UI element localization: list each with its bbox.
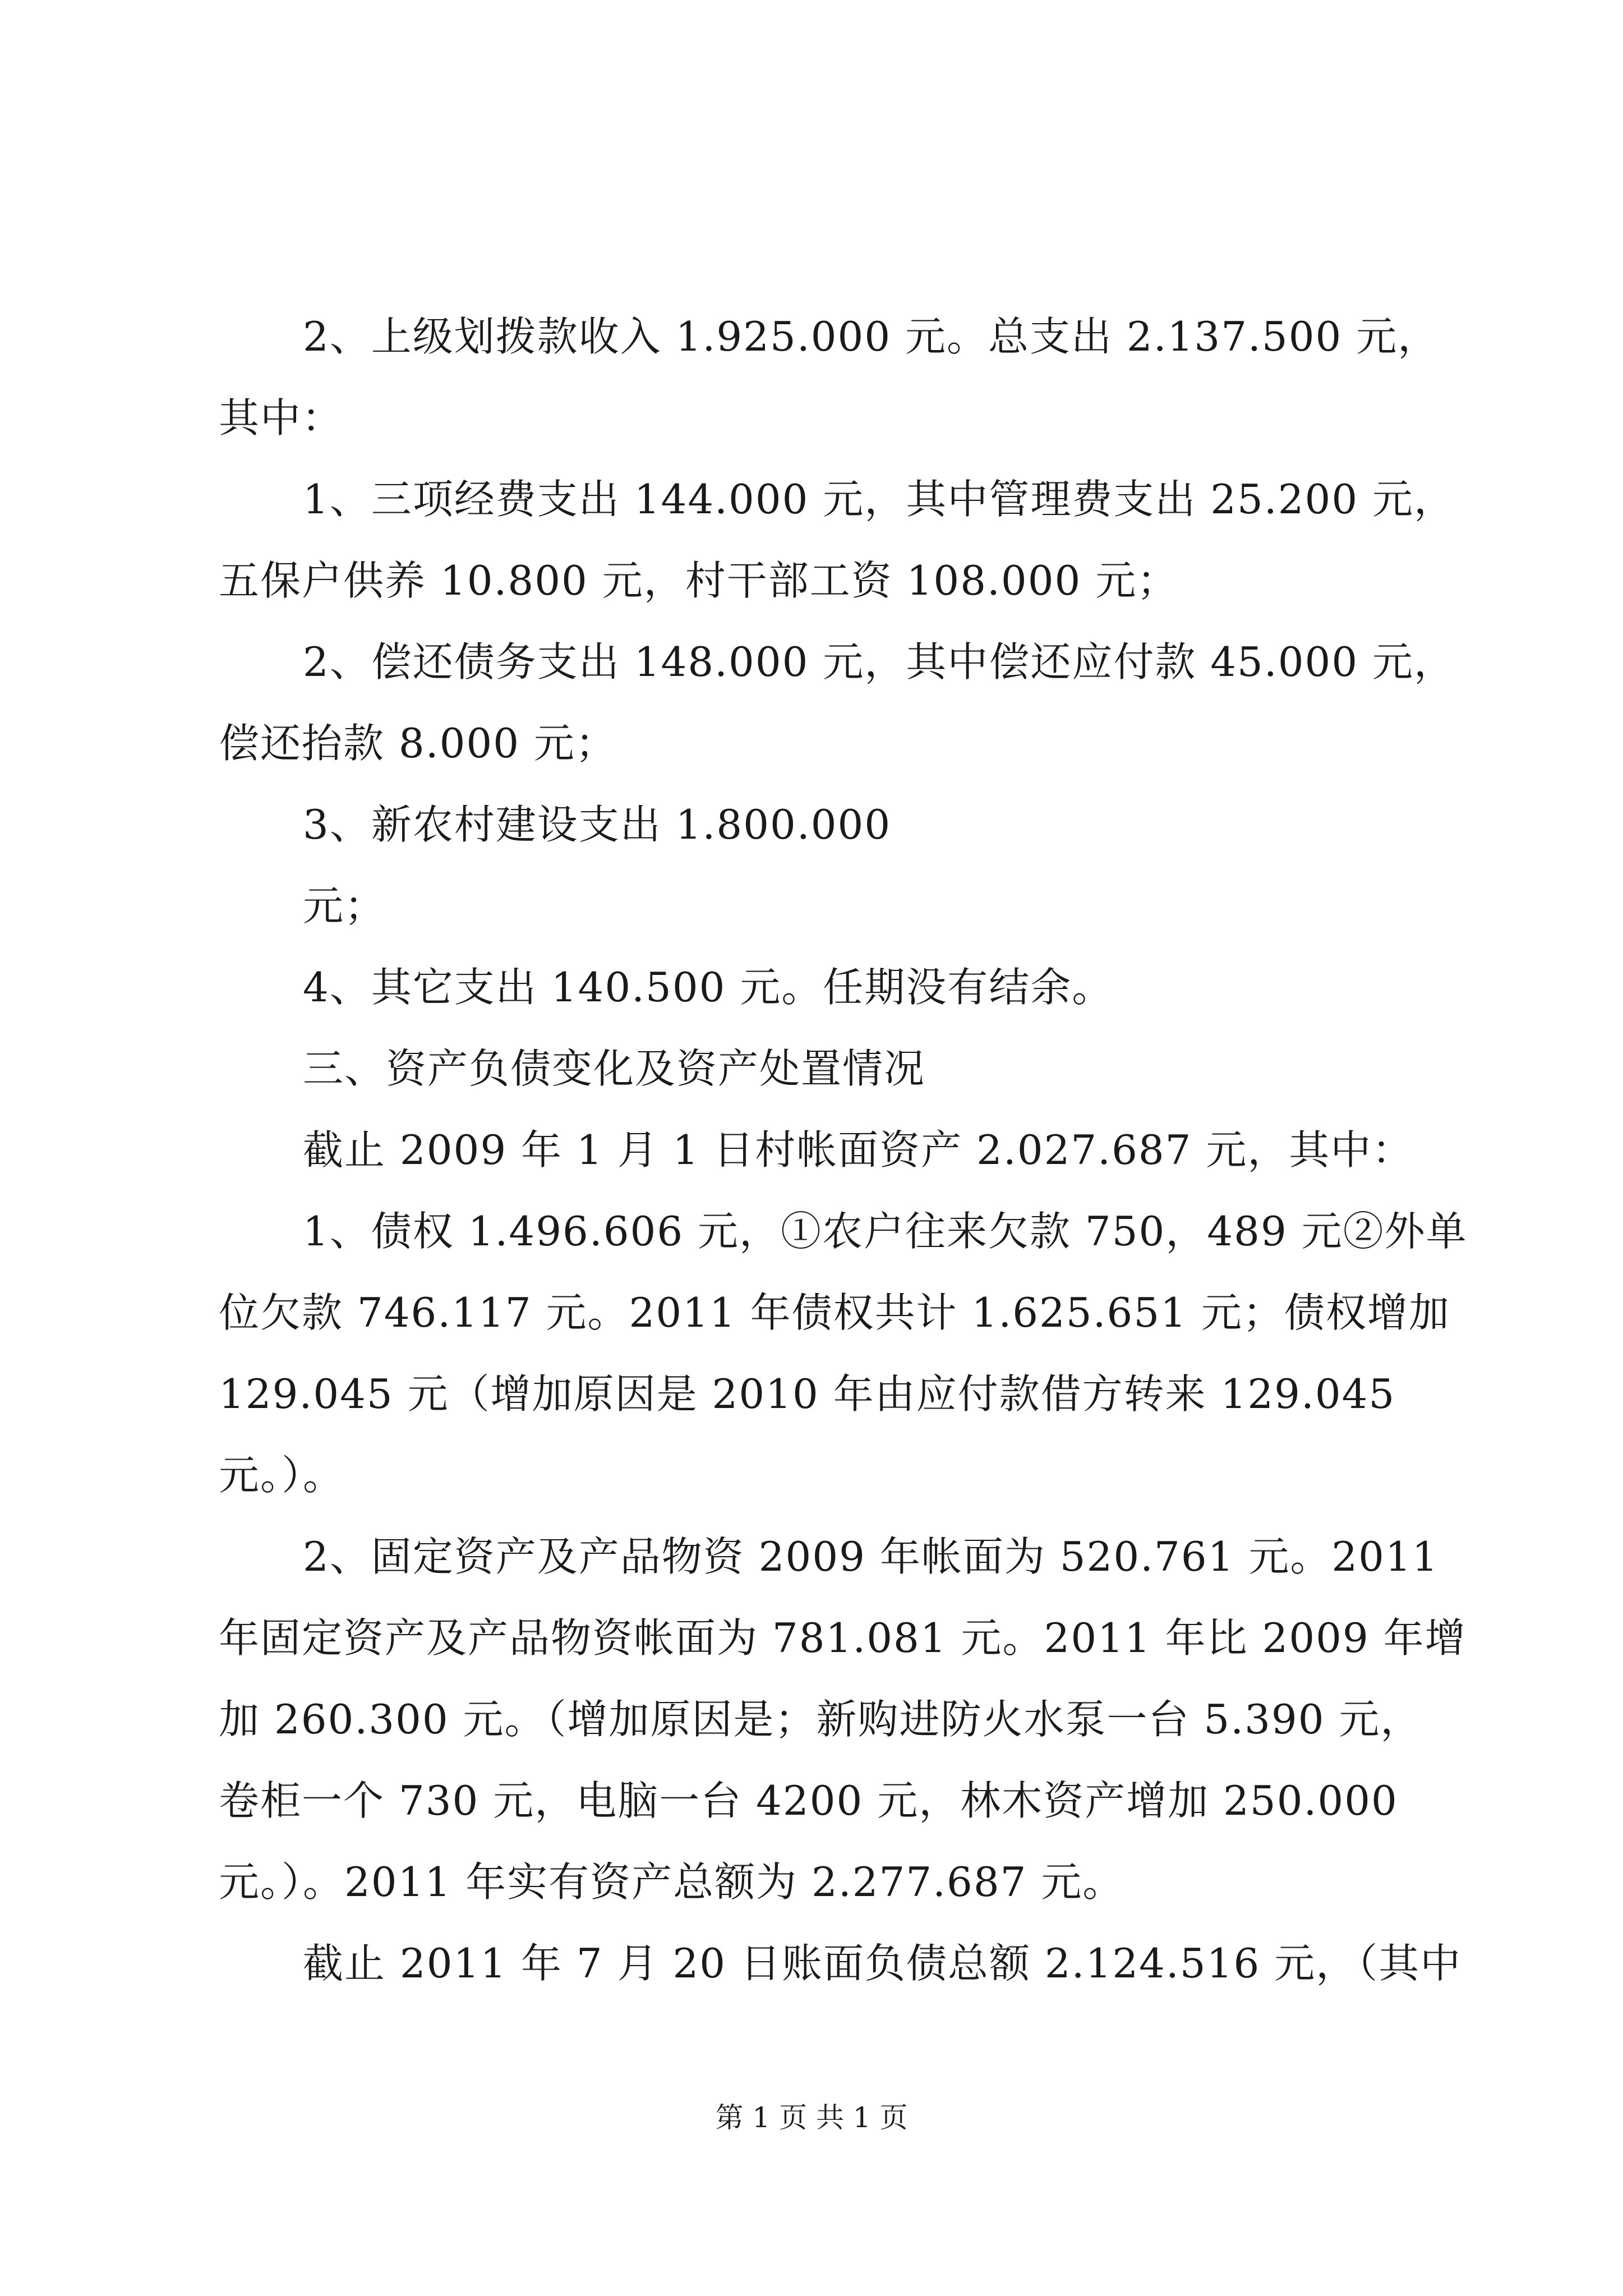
paragraph-line: 2、固定资产及产品物资 2009 年帐面为 520.761 元。2011	[303, 1533, 1439, 1580]
paragraph-line: 加 260.300 元。（增加原因是；新购进防火水泵一台 5.390 元，	[219, 1696, 1422, 1743]
paragraph-line: 元。）。2011 年实有资产总额为 2.277.687 元。	[219, 1858, 1124, 1906]
paragraph-line: 4、其它支出 140.500 元。任期没有结余。	[303, 964, 1114, 1011]
paragraph-line: 129.045 元（增加原因是 2010 年由应付款借方转来 129.045	[219, 1370, 1396, 1418]
paragraph-line: 元。）。	[219, 1452, 345, 1499]
paragraph-line: 2、偿还债务支出 148.000 元，其中偿还应付款 45.000 元，	[303, 638, 1456, 685]
paragraph-line: 位欠款 746.117 元。2011 年债权共计 1.625.651 元；债权增加	[219, 1289, 1450, 1336]
paragraph-line: 元；	[303, 882, 386, 930]
paragraph-line: 截止 2009 年 1 月 1 日村帐面资产 2.027.687 元，其中：	[303, 1126, 1414, 1174]
paragraph-line: 1、债权 1.496.606 元，①农户往来欠款 750，489 元②外单	[303, 1208, 1468, 1255]
page-number-footer: 第 1 页 共 1 页	[715, 2101, 908, 2134]
paragraph-line: 年固定资产及产品物资帐面为 781.081 元。2011 年比 2009 年增	[219, 1614, 1467, 1662]
paragraph-line: 3、新农村建设支出 1.800.000	[303, 801, 892, 848]
paragraph-line: 其中：	[219, 394, 344, 441]
paragraph-line: 卷柜一个 730 元，电脑一台 4200 元，林木资产增加 250.000	[219, 1777, 1398, 1824]
paragraph-line: 截止 2011 年 7 月 20 日账面负债总额 2.124.516 元，（其中	[303, 1940, 1462, 1987]
paragraph-line: 偿还抬款 8.000 元；	[219, 720, 617, 767]
paragraph-line: 1、三项经费支出 144.000 元，其中管理费支出 25.200 元，	[303, 476, 1456, 523]
paragraph-line: 五保户供养 10.800 元，村干部工资 108.000 元；	[219, 557, 1179, 604]
section-heading: 三、资产负债变化及资产处置情况	[303, 1045, 926, 1092]
paragraph-line: 2、上级划拨款收入 1.925.000 元。总支出 2.137.500 元，	[303, 313, 1440, 360]
